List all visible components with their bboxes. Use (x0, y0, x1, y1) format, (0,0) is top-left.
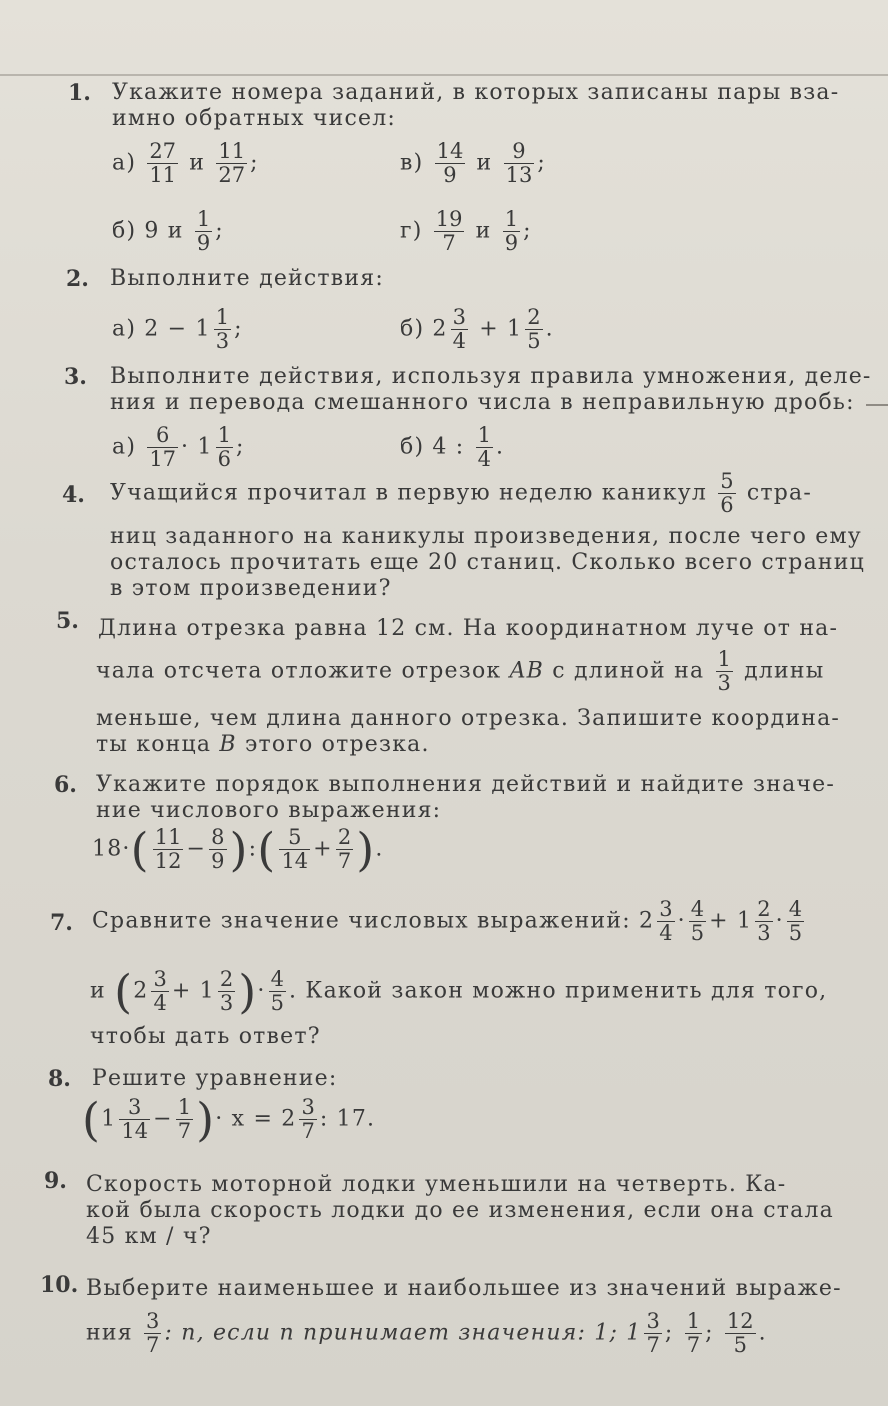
numerator: 14 (436, 139, 464, 163)
denominator: 5 (270, 991, 284, 1015)
punctuation: . (375, 836, 384, 862)
denominator: 6 (217, 447, 232, 471)
numerator: 1 (196, 207, 211, 231)
conjunction: и (476, 150, 493, 176)
operator: + 1 (171, 978, 215, 1004)
fraction (718, 470, 735, 517)
fraction (644, 1310, 661, 1357)
denominator: 4 (659, 921, 673, 945)
problem-text: чтобы дать ответ? (90, 1024, 321, 1049)
problem-text: Выберите наименьшее и наибольшее из значений выраже- (86, 1276, 842, 1301)
option-b (112, 208, 224, 255)
fraction (787, 898, 804, 945)
paren: ( (82, 1092, 102, 1147)
problem-number: 8. (48, 1066, 71, 1092)
problem-text: Укажите номера заданий, в которых записаны пары вза- (112, 80, 840, 105)
denominator: 12 (154, 849, 182, 873)
denominator: 14 (121, 1119, 149, 1143)
numerator: 1 (477, 423, 492, 447)
option-a (112, 424, 245, 471)
fraction (216, 424, 233, 471)
fraction (476, 424, 493, 471)
option-label: б) 4 : (400, 434, 465, 460)
operator: + 1 (709, 908, 753, 934)
fraction (119, 1096, 150, 1143)
fraction (147, 424, 178, 471)
text: ния (86, 1320, 133, 1346)
numerator: 2 (219, 967, 234, 991)
denominator: 5 (788, 921, 803, 945)
term: : 17. (319, 1106, 376, 1132)
conjunction: и (475, 218, 492, 244)
denominator: 4 (477, 447, 492, 471)
fraction (176, 1096, 193, 1143)
numerator: 19 (435, 207, 463, 231)
fraction (214, 306, 231, 353)
text: стра- (746, 480, 812, 506)
numerator: 4 (788, 897, 803, 921)
text: ты конца (96, 732, 212, 757)
margin-mark (866, 404, 888, 406)
fraction (269, 968, 286, 1015)
denominator: 9 (443, 163, 457, 187)
option-g (400, 208, 532, 255)
denominator: 6 (720, 493, 734, 517)
numerator: 1 (215, 305, 230, 329)
problem-text: кой была скорость лодки до ее изменения, если она стала (86, 1198, 834, 1223)
term: 1 (101, 1106, 117, 1132)
problem-text: ние числового выражения: (96, 798, 442, 823)
text: и (90, 978, 106, 1004)
operator: · (257, 978, 266, 1004)
numerator: 4 (690, 897, 705, 921)
denominator: 7 (646, 1333, 660, 1357)
denominator: 27 (218, 163, 246, 187)
problem-text: ниц заданного на каникулы произведения, после чего ему (110, 524, 862, 549)
numerator: 27 (149, 139, 177, 163)
paren: ( (257, 822, 277, 877)
text: : n, если n принимает значения: 1; 1 (164, 1320, 642, 1346)
fraction (151, 968, 168, 1015)
punctuation: ; (523, 218, 532, 244)
fraction (147, 140, 178, 187)
text: длины (744, 658, 825, 684)
math-expression (92, 822, 384, 877)
problem-number: 5. (56, 608, 79, 634)
problem-text: Выполните действия, используя правила умножения, деле- (110, 364, 872, 389)
problem-number: 6. (54, 772, 77, 798)
denominator: 3 (219, 991, 234, 1015)
problem-number: 2. (66, 266, 89, 292)
problem-text: в этом произведении? (110, 576, 392, 601)
fraction (685, 1310, 702, 1357)
operator: + (313, 836, 333, 862)
problem-number: 9. (44, 1168, 67, 1194)
fraction (657, 898, 674, 945)
numerator: 2 (527, 305, 541, 329)
equation (82, 1092, 376, 1147)
operator: − (186, 836, 207, 862)
problem-text (86, 1310, 767, 1357)
fraction (504, 140, 535, 187)
denominator: 17 (149, 447, 177, 471)
denominator: 5 (733, 1333, 747, 1357)
problem-number: 3. (64, 364, 87, 390)
numerator: 1 (504, 207, 519, 231)
fraction (279, 826, 310, 873)
punctuation: ; (234, 316, 243, 342)
fraction (716, 648, 733, 695)
numerator: 2 (757, 897, 771, 921)
operator: : (248, 836, 258, 862)
fraction (451, 306, 468, 353)
denominator: 5 (527, 329, 541, 353)
denominator: 11 (149, 163, 177, 187)
fraction (755, 898, 772, 945)
conjunction: и (189, 150, 206, 176)
problem-text (92, 898, 807, 945)
numerator: 11 (154, 825, 182, 849)
text: чала отсчета отложите отрезок (96, 658, 502, 684)
numerator: 1 (686, 1309, 701, 1333)
numerator: 3 (301, 1095, 315, 1119)
denominator: 7 (337, 849, 352, 873)
fraction (525, 306, 542, 353)
numerator: 3 (119, 1096, 150, 1120)
paren: ) (356, 822, 376, 877)
term: 2 (133, 978, 149, 1004)
punctuation: . (496, 434, 505, 460)
fraction (299, 1096, 316, 1143)
text: Учащийся прочитал в первую неделю каникул (110, 480, 708, 506)
option-a (112, 306, 243, 353)
option-b (400, 424, 504, 471)
fraction (689, 898, 706, 945)
punctuation: ; (705, 1320, 714, 1346)
numerator: 3 (153, 967, 167, 991)
punctuation: ; (250, 150, 259, 176)
operator: · (775, 908, 784, 934)
numerator: 3 (646, 1309, 660, 1333)
denominator: 13 (505, 163, 533, 187)
numerator: 5 (720, 469, 734, 493)
numerator: 5 (279, 826, 310, 850)
numerator: 1 (177, 1095, 192, 1119)
denominator: 9 (504, 231, 519, 255)
text: Сравните значение числовых выражений: (92, 908, 631, 934)
problem-text: Длина отрезка равна 12 см. На координатном луче от на- (98, 616, 839, 641)
option-label: б) 9 и (112, 218, 184, 244)
operator: + 1 (479, 316, 523, 342)
problem-number: 10. (40, 1272, 79, 1298)
denominator: 5 (690, 921, 705, 945)
denominator: 7 (442, 231, 456, 255)
paren: ( (130, 822, 150, 877)
numerator: 1 (217, 423, 232, 447)
denominator: 9 (211, 849, 225, 873)
punctuation: ; (537, 150, 546, 176)
numerator: 1 (717, 647, 731, 671)
problem-text: Выполните действия: (110, 266, 384, 291)
numerator: 6 (147, 424, 178, 448)
problem-text: Укажите порядок выполнения действий и найдите значе- (96, 772, 836, 797)
denominator: 3 (757, 921, 771, 945)
fraction (434, 208, 465, 255)
problem-text (96, 648, 824, 695)
option-a (112, 140, 259, 187)
option-v (400, 140, 546, 187)
option-label: в) (400, 150, 424, 176)
term: 18· (92, 836, 131, 862)
problem-number: 7. (50, 910, 73, 936)
fraction (153, 826, 184, 873)
problem-text (96, 732, 430, 758)
numerator: 8 (211, 825, 225, 849)
numerator: 11 (218, 139, 246, 163)
problem-text: осталось прочитать еще 20 станиц. Сколько всего страниц (110, 550, 865, 575)
problem-text: меньше, чем длина данного отрезка. Запишите координа- (96, 706, 841, 731)
punctuation: . (758, 1320, 767, 1346)
denominator: 3 (717, 671, 731, 695)
numerator: 3 (659, 897, 673, 921)
problem-text: ния и перевода смешанного числа в неправильную дробь: (110, 390, 855, 415)
option-label: б) 2 (400, 316, 448, 342)
operator: · x = 2 (215, 1106, 297, 1132)
problem-text: Решите уравнение: (92, 1066, 338, 1091)
denominator: 4 (452, 329, 466, 353)
fraction (725, 1310, 756, 1357)
punctuation: ; (215, 218, 224, 244)
fraction (336, 826, 353, 873)
option-label: а) (112, 150, 137, 176)
option-label: г) (400, 218, 423, 244)
point-name: B (219, 732, 237, 757)
paren: ) (238, 964, 258, 1019)
denominator: 3 (215, 329, 230, 353)
problem-text: Скорость моторной лодки уменьшили на четверть. Ка- (86, 1172, 787, 1197)
page-top-divider (0, 74, 888, 76)
paren: ) (196, 1092, 216, 1147)
punctuation: ; (664, 1320, 674, 1346)
segment-name: AB (509, 658, 545, 684)
operator: · (677, 908, 686, 934)
fraction (503, 208, 520, 255)
text: этого отрезка. (244, 732, 430, 757)
numerator: 2 (337, 825, 352, 849)
text: с длиной на (552, 658, 705, 684)
numerator: 9 (504, 140, 535, 164)
denominator: 4 (153, 991, 167, 1015)
denominator: 7 (177, 1119, 192, 1143)
problem-text (90, 964, 828, 1019)
operator: − (153, 1106, 173, 1132)
numerator: 3 (146, 1309, 160, 1333)
problem-number: 1. (68, 80, 91, 106)
problem-number: 4. (62, 482, 85, 508)
numerator: 4 (270, 967, 284, 991)
fraction (209, 826, 226, 873)
fraction (144, 1310, 161, 1357)
problem-text (110, 470, 812, 517)
fraction (218, 968, 235, 1015)
option-label: а) (112, 434, 137, 460)
paren: ) (229, 822, 249, 877)
denominator: 7 (301, 1119, 315, 1143)
option-label: а) 2 − 1 (112, 316, 211, 342)
option-b (400, 306, 554, 353)
denominator: 14 (281, 849, 309, 873)
fraction (435, 140, 466, 187)
denominator: 7 (146, 1333, 160, 1357)
punctuation: . (545, 316, 554, 342)
paren: ( (114, 964, 134, 1019)
fraction (216, 140, 247, 187)
denominator: 7 (686, 1333, 701, 1357)
term: 2 (639, 908, 655, 934)
punctuation: ; (236, 434, 245, 460)
problem-text: 45 км / ч? (86, 1224, 212, 1249)
fraction (195, 208, 212, 255)
operator: · 1 (181, 434, 213, 460)
numerator: 12 (726, 1309, 754, 1333)
text: . Какой закон можно применить для того, (288, 978, 828, 1004)
denominator: 9 (196, 231, 211, 255)
problem-text: имно обратных чисел: (112, 106, 397, 131)
numerator: 3 (452, 305, 466, 329)
